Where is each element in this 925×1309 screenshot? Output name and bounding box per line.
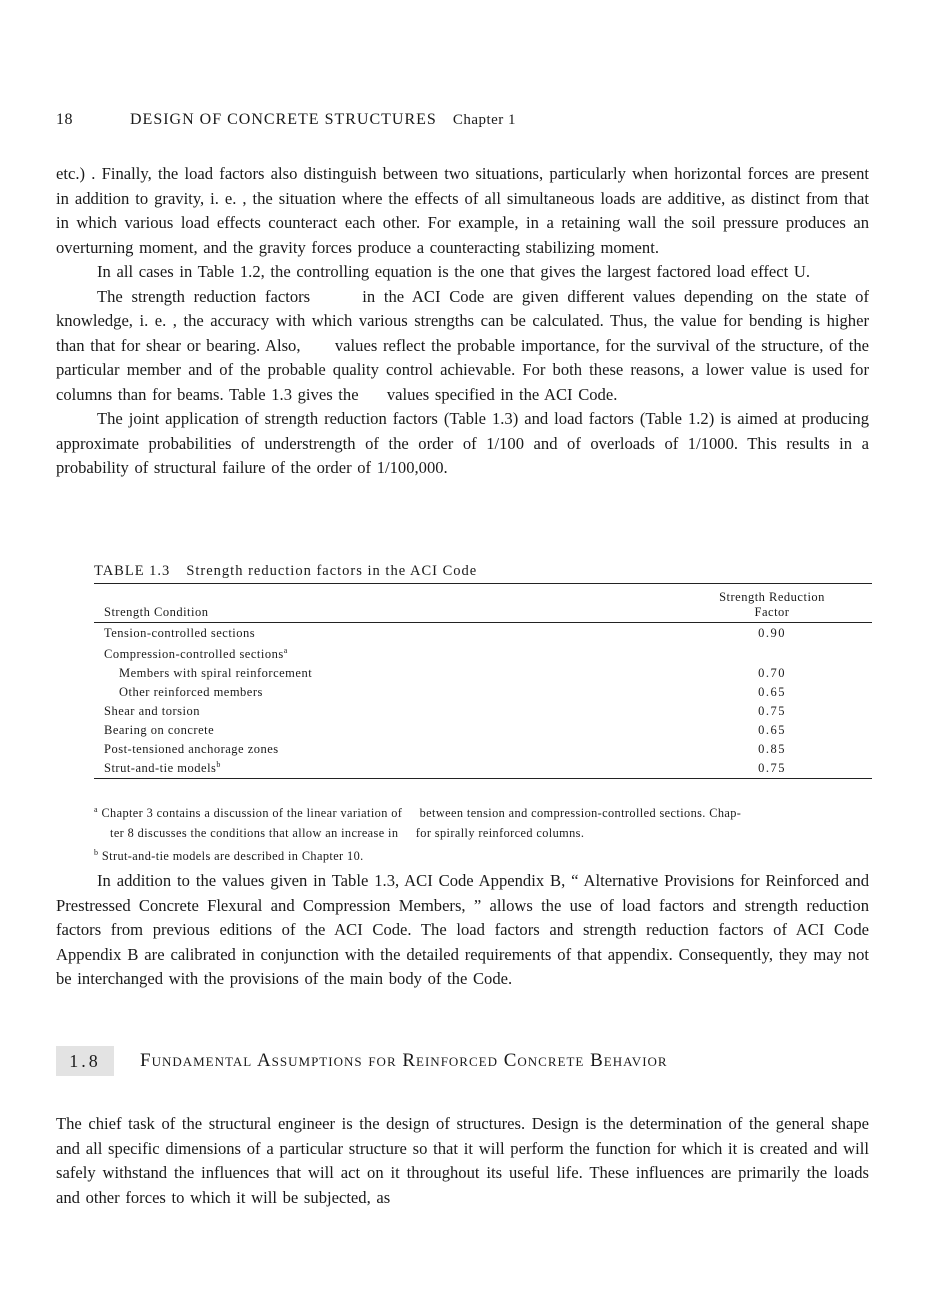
footnote-a: $^a$ Chapter 3 contains a discussion of the linear variation of between tension and compression-controlled sections. Chap- — [94, 805, 742, 821]
running-head — [56, 111, 516, 129]
row-factor: 0.75 — [662, 759, 872, 779]
column-header-factor-line1: Strength Reduction — [662, 584, 872, 606]
paragraph: In addition to the values given in Table 1.3, ACI Code Appendix B, “ Alternative Provisions for Reinforced and Prestressed Concrete Flexural and Compression Members, ” allows the use of load factors and strength reduction factors from previous editions of the ACI Code. The load factors and strength reduction factors of ACI Code Appendix B are calibrated in conjunction with the detailed requirements of that appendix. Consequently, they may not be interchanged with the provisions of the main body of the Code. — [56, 871, 869, 988]
paragraph: etc.) . Finally, the load factors also distinguish between two situations, particularly when horizontal forces are present in addition to gravity, i. e. , the situation where the effects of all simultaneous loads are additive, as distinct from that in which various load effects counteract each other. For example, in a retaining wall the soil pressure produces an overturning moment, and the gravity forces produce a counteracting stabilizing moment. — [56, 164, 869, 257]
table-row — [94, 759, 872, 779]
row-condition: Strut-and-tie models$^b$ — [94, 759, 662, 779]
footnote-a-continued: ter 8 discusses the conditions that allow an increase in for spirally reinforced columns. — [110, 826, 585, 841]
table-row — [94, 721, 872, 740]
row-factor: 0.90 — [758, 626, 786, 641]
section-number: 1.8 — [56, 1046, 114, 1076]
section-title: Fundamental Assumptions for Reinforced Concrete Behavior — [140, 1050, 668, 1071]
row-factor: 0.75 — [758, 703, 786, 718]
table-row — [94, 664, 872, 683]
table-label: TABLE 1.3 — [94, 563, 171, 579]
table-footnotes — [94, 800, 872, 866]
row-factor — [662, 645, 872, 664]
table-row — [94, 702, 872, 721]
strength-reduction-table — [94, 563, 872, 779]
body-text-bottom — [56, 1112, 869, 1210]
column-header-factor-line2: Factor — [662, 605, 872, 623]
table-title: Strength reduction factors in the ACI Code — [186, 563, 478, 579]
row-condition: Bearing on concrete — [104, 722, 215, 737]
row-condition: Other reinforced members — [119, 684, 263, 699]
column-header-condition: Strength Condition — [94, 605, 662, 623]
row-condition: Tension-controlled sections — [104, 626, 256, 641]
footnote-marker: b — [216, 759, 221, 769]
table-caption — [94, 563, 872, 580]
footnote-marker: a — [283, 645, 288, 655]
row-factor: 0.65 — [758, 722, 786, 737]
body-text-top — [56, 162, 869, 481]
section-heading — [56, 1046, 869, 1076]
book-title: DESIGN OF CONCRETE STRUCTURES — [130, 111, 437, 128]
page-number: 18 — [56, 111, 73, 128]
row-factor: 0.70 — [758, 665, 786, 680]
table-row — [94, 683, 872, 702]
row-condition: Post-tensioned anchorage zones — [104, 741, 279, 756]
body-text-mid — [56, 869, 869, 992]
table — [94, 583, 872, 779]
paragraph: The chief task of the structural engineer is the design of structures. Design is the determination of the general shape and all specific dimensions of a particular structure so that it will perform the function for which it is created and will safely withstand the influences that will act on it throughout its useful life. These influences are primarily the loads and other forces to which it will be subjected, as — [56, 1114, 869, 1207]
chapter-label: Chapter 1 — [452, 112, 517, 128]
footnote-b: $^b$ Strut-and-tie models are described in Chapter 10. — [94, 848, 364, 864]
table-row — [94, 623, 872, 645]
table-row — [94, 645, 872, 664]
table-row — [94, 740, 872, 759]
row-condition: Compression-controlled sections$^a$ — [104, 645, 288, 662]
row-factor: 0.65 — [758, 684, 786, 699]
row-condition: Shear and torsion — [104, 703, 200, 718]
row-factor: 0.85 — [758, 741, 786, 756]
paragraph: In all cases in Table 1.2, the controlling equation is the one that gives the largest factored load effect U. — [97, 262, 810, 281]
row-condition: Members with spiral reinforcement — [119, 665, 313, 680]
paragraph: The joint application of strength reduction factors (Table 1.3) and load factors (Table 1.2) is aimed at producing approximate probabilities of understrength of the order of 1/100 and of overloads of 1/1000. This results in a probability of structural failure of the order of 1/100,000. — [56, 409, 869, 477]
paragraph: The strength reduction factors in the ACI Code are given different values depending on the state of knowledge, i. e. , the accuracy with which various strengths can be calculated. Thus, the value for bending is higher than that for shear or bearing. Also, values reflect the probable importance, for the survival of the structure, of the particular member and of the probable quality control achievable. For both these reasons, a lower value is used for columns than for beams. Table 1.3 gives the values specified in the ACI Code. — [56, 286, 869, 404]
